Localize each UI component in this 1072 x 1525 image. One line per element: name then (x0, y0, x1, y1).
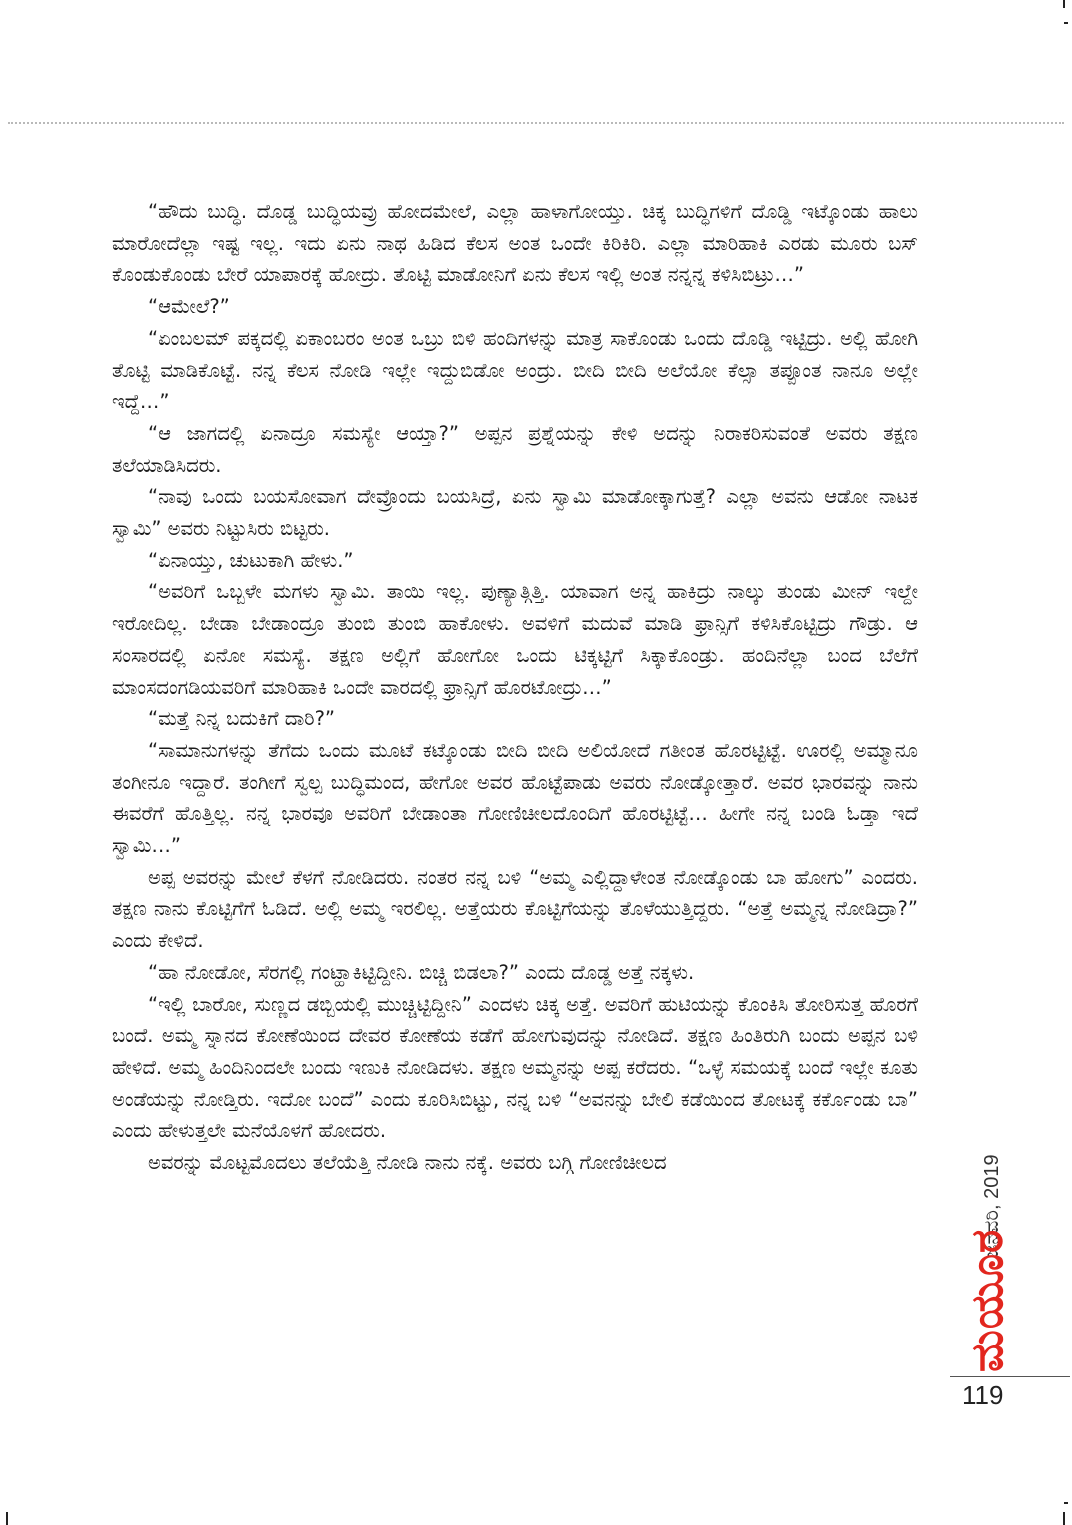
paragraph: “ಹೌದು ಬುದ್ಧಿ. ದೊಡ್ಡ ಬುದ್ಧಿಯವ್ರು ಹೋದಮೇಲೆ, ಎಲ್ಲಾ ಹಾಳಾಗೋಯ್ತು. ಚಿಕ್ಕ ಬುದ್ಧಿಗಳಿಗೆ ದೊಡ್ಡಿ ಇಟ್ಕೊಂಡು ಹಾಲು ಮಾರೋದೆಲ್ಲಾ ಇಷ್ಟ ಇಲ್ಲ. ಇದು ಏನು ನಾಥ ಹಿಡಿದ ಕೆಲಸ ಅಂತ ಒಂದೇ ಕಿರಿಕಿರಿ. ಎಲ್ಲಾ ಮಾರಿಹಾಕಿ ಎರಡು ಮೂರು ಬಸ್ ಕೊಂಡುಕೊಂಡು ಬೇರೆ ಯಾಪಾರಕ್ಕೆ ಹೋದ್ರು. ತೊಟ್ಟಿ ಮಾಡೋನಿಗೆ ಏನು ಕೆಲಸ ಇಲ್ಲಿ ಅಂತ ನನ್ನನ್ನ ಕಳಿಸಿಬಿಟ್ರು…” (112, 200, 918, 287)
crop-mark-top-right (1063, 0, 1065, 8)
crop-mark-right-upper (1064, 22, 1068, 24)
article-body (112, 196, 918, 1179)
paragraph: “ನಾವು ಒಂದು ಬಯಸೋವಾಗ ದೇವ್ರೊಂದು ಬಯಸಿದ್ರೆ, ಏನು ಸ್ವಾಮಿ ಮಾಡೋಕ್ಕಾಗುತ್ತೆ? ಎಲ್ಲಾ ಅವನು ಆಡೋ ನಾಟಕ ಸ್ವಾಮಿ” ಅವರು ನಿಟ್ಟುಸಿರು ಬಿಟ್ಟರು. (112, 485, 918, 541)
paragraph: “ಸಾಮಾನುಗಳನ್ನು ತೆಗೆದು ಒಂದು ಮೂಟೆ ಕಟ್ಕೊಂಡು ಬೀದಿ ಬೀದಿ ಅಲಿಯೋದೆ ಗತೀಂತ ಹೊರಟ್ಟಿಟ್ಟೆ. ಊರಲ್ಲಿ ಅಮ್ಮಾನೂ ತಂಗೀನೂ ಇದ್ದಾರೆ. ತಂಗೀಗೆ ಸ್ವಲ್ಪ ಬುದ್ಧಿಮಂದ, ಹೇಗೋ ಅವರ ಹೊಟ್ಟೆಪಾಡು ಅವರು ನೋಡ್ಕೋತ್ತಾರೆ. ಅವರ ಭಾರವನ್ನು ನಾನು ಈವರೆಗೆ ಹೊತ್ತಿಲ್ಲ. ನನ್ನ ಭಾರವೂ ಅವರಿಗೆ ಬೇಡಾಂತಾ ಗೋಣಿಚೀಲದೊಂದಿಗೆ ಹೊರಟ್ಟಿಟ್ಟೆ… ಹೀಗೇ ನನ್ನ ಬಂಡಿ ಓಡ್ತಾ ಇದೆ ಸ್ವಾಮಿ…” (112, 738, 918, 858)
paragraph: “ಅವರಿಗೆ ಒಬ್ಬಳೇ ಮಗಳು ಸ್ವಾಮಿ. ತಾಯಿ ಇಲ್ಲ. ಪುಣ್ಯಾತ್ಗಿತ್ತಿ. ಯಾವಾಗ ಅನ್ನ ಹಾಕಿದ್ರು ನಾಲ್ಕು ತುಂಡು ಮೀನ್ ಇಲ್ದೇ ಇರೋದಿಲ್ಲ. ಬೇಡಾ ಬೇಡಾಂದ್ರೂ ತುಂಬಿ ತುಂಬಿ ಹಾಕೋಳು. ಅವಳಿಗೆ ಮದುವೆ ಮಾಡಿ ಫ್ರಾನ್ಸಿಗೆ ಕಳಿಸಿಕೊಟ್ಟಿದ್ರು ಗೌಡ್ರು. ಆ ಸಂಸಾರದಲ್ಲಿ ಏನೋ ಸಮಸ್ಯೆ. ತಕ್ಷಣ ಅಲ್ಲಿಗೆ ಹೋಗೋ ಒಂದು ಟಿಕ್ಕಟ್ಟಿಗೆ ಸಿಕ್ಕಾಕೊಂಡ್ರು. ಹಂದಿನೆಲ್ಲಾ ಬಂದ ಬೆಲೆಗೆ ಮಾಂಸದಂಗಡಿಯವರಿಗೆ ಮಾರಿಹಾಕಿ ಒಂದೇ ವಾರದಲ್ಲಿ ಫ್ರಾನ್ಸಿಗೆ ಹೊರಟೋದ್ರು…” (112, 580, 918, 699)
paragraph: ಅಪ್ಪ ಅವರನ್ನು ಮೇಲೆ ಕೆಳಗೆ ನೋಡಿದರು. ನಂತರ ನನ್ನ ಬಳಿ “ಅಮ್ಮ ಎಲ್ಲಿದ್ದಾಳೇಂತ ನೋಡ್ಕೊಂಡು ಬಾ ಹೋಗು” ಎಂದರು. ತಕ್ಷಣ ನಾನು ಕೊಟ್ಟಿಗೆಗೆ ಓಡಿದೆ. ಅಲ್ಲಿ ಅಮ್ಮ ಇರಲಿಲ್ಲ. ಅತ್ತೆಯರು ಕೊಟ್ಟಿಗೆಯನ್ನು ತೊಳೆಯುತ್ತಿದ್ದರು. “ಅತ್ತೆ ಅಮ್ಮನ್ನ ನೋಡಿದ್ರಾ?” ಎಂದು ಕೇಳಿದೆ. (112, 865, 918, 953)
paragraph: “ಹಾ ನೋಡೋ, ಸೆರಗಲ್ಲಿ ಗಂಟ್ಹಾಕಿಟ್ಟಿದ್ದೀನಿ. ಬಿಚ್ಚಿ ಬಿಡಲಾ?” ಎಂದು ದೊಡ್ಡ ಅತ್ತೆ ನಕ್ಕಳು. (148, 960, 695, 984)
paragraph: “ಇಲ್ಲಿ ಬಾರೋ, ಸುಣ್ಣದ ಡಬ್ಬಿಯಲ್ಲಿ ಮುಚ್ಚಿಟ್ಟಿದ್ದೀನಿ” ಎಂದಳು ಚಿಕ್ಕ ಅತ್ತೆ. ಅವರಿಗೆ ಹುಟಿಯನ್ನು ಕೊಂಕಿಸಿ ತೋರಿಸುತ್ತ ಹೊರಗೆ ಬಂದೆ. ಅಮ್ಮ ಸ್ನಾನದ ಕೋಣೆಯಿಂದ ದೇವರ ಕೋಣೆಯ ಕಡೆಗೆ ಹೋಗುವುದನ್ನು ನೋಡಿದೆ. ತಕ್ಷಣ ಹಿಂತಿರುಗಿ ಬಂದು ಅಪ್ಪನ ಬಳಿ ಹೇಳಿದೆ. ಅಮ್ಮ ಹಿಂದಿನಿಂದಲೇ ಬಂದು ಇಣುಕಿ ನೋಡಿದಳು. ತಕ್ಷಣ ಅಮ್ಮನನ್ನು ಅಪ್ಪ ಕರೆದರು. “ಒಳ್ಳೆ ಸಮಯಕ್ಕೆ ಬಂದೆ ಇಲ್ಲೇ ಕೂತು ಅಂಡೆಯನ್ನು ನೋಡ್ತಿರು. ಇದೋ ಬಂದೆ” ಎಂದು ಕೂರಿಸಿಬಿಟ್ಟು, ನನ್ನ ಬಳಿ “ಅವನನ್ನು ಬೇಲಿ ಕಡೆಯಿಂದ ತೋಟಕ್ಕೆ ಕರ್ಕೊಂಡು ಬಾ” ಎಂದು ಹೇಳುತ್ತಲೇ ಮನೆಯೊಳಗೆ ಹೋದರು. (112, 992, 918, 1143)
crop-mark-right-lower (1064, 1502, 1068, 1504)
paragraph: “ಆಮೇಲೆ?” (148, 295, 230, 319)
sidebar (950, 1072, 1026, 1372)
paragraph: “ಆ ಜಾಗದಲ್ಲಿ ಏನಾದ್ರೂ ಸಮಸ್ಯೇ ಆಯ್ತಾ?” ಅಪ್ಪನ ಪ್ರಶ್ನೆಯನ್ನು ಕೇಳಿ ಅದನ್ನು ನಿರಾಕರಿಸುವಂತೆ ಅವರು ತಕ್ಷಣ ತಲೆಯಾಡಿಸಿದರು. (112, 421, 918, 477)
crop-mark-bottom-right (1063, 1512, 1065, 1525)
page-number-rule (950, 1376, 1070, 1377)
page-number: 119 (962, 1380, 1004, 1410)
paragraph: ಅವರನ್ನು ಮೊಟ್ಟಮೊದಲು ತಲೆಯೆತ್ತಿ ನೋಡಿ ನಾನು ನಕ್ಕೆ. ಅವರು ಬಗ್ಗಿ ಗೋಣಿಚೀಲದ (148, 1151, 667, 1175)
issue-date: ಜನವರಿ, 2019 (981, 1154, 1003, 1258)
crop-mark-bottom-left (6, 1512, 8, 1525)
paragraph: “ಏನಾಯ್ತು, ಚುಟುಕಾಗಿ ಹೇಳು.” (148, 548, 354, 572)
paragraph: “ಮತ್ತೆ ನಿನ್ನ ಬದುಕಿಗೆ ದಾರಿ?” (148, 707, 336, 731)
header-dotted-rule (8, 122, 1064, 124)
paragraph: “ಏಂಬಲಮ್ ಪಕ್ಕದಲ್ಲಿ ಏಕಾಂಬರಂ ಅಂತ ಒಬ್ರು ಬಿಳಿ ಹಂದಿಗಳನ್ನು ಮಾತ್ರ ಸಾಕೊಂಡು ಒಂದು ದೊಡ್ಡಿ ಇಟ್ಟಿದ್ರು. ಅಲ್ಲಿ ಹೋಗಿ ತೊಟ್ಟಿ ಮಾಡಿಕೊಟ್ಟೆ. ನನ್ನ ಕೆಲಸ ನೋಡಿ ಇಲ್ಲೇ ಇದ್ದುಬಿಡೋ ಅಂದ್ರು. ಬೀದಿ ಬೀದಿ ಅಲೆಯೋ ಕೆಲ್ಸಾ ತಪ್ಪೂಂತ ನಾನೂ ಅಲ್ಲೇ ಇದ್ದೆ…” (112, 326, 918, 414)
magazine-logo: ಮಯೂರ (962, 1228, 1013, 1372)
